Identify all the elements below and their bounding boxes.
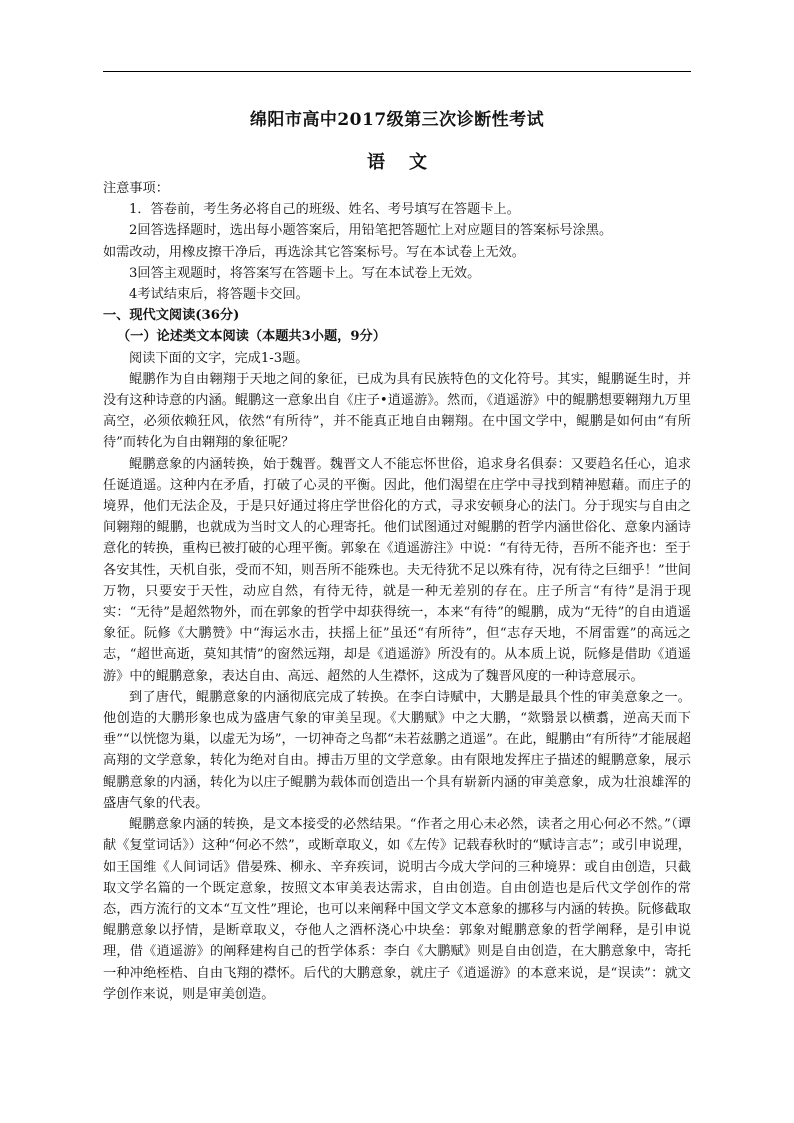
notice-item-2-continued: 如需改动，用橡皮擦干净后，再选涂其它答案标号。写在本试卷上无效。 — [103, 244, 525, 260]
notice-item-4: 4考试结束后，将答题卡交回。 — [129, 287, 309, 303]
passage-paragraph-3: 到了唐代，鲲鹏意象的内涵彻底完成了转换。在李白诗赋中，大鹏是最具个性的审美意象之一。他创造的大鹏形象也成为盛唐气象的审美呈现。《大鹏赋》中之大鹏，“欻翳景以横翥，逆高天而下垂”“以恍惚为巢，以虚无为场”，一切神奇之鸟都“未若兹鹏之逍遥”。在此，鲲鹏由“有所待”才能展超高翔的文学意象，转化为绝对自由。搏击万里的文学意象。由有限地发挥庄子描述的鲲鹏意象，展示鲲鹏意象的内涵，转化为以庄子鲲鹏为载体而创造出一个具有崭新内涵的审美意象，成为壮浪雄浑的盛唐气象的代表。 — [103, 689, 691, 811]
exam-body — [103, 178, 691, 1005]
exam-title: 绵阳市高中2017级第三次诊断性考试 — [249, 110, 545, 130]
passage-paragraph-2: 鲲鹏意象的内涵转换，始于魏晋。魏晋文人不能忘怀世俗，追求身名俱泰：又要趋名任心，追求任诞逍遥。这种内在矛盾，打破了心灵的平衡。因此，他们渴望在庄学中寻找到精神慰藉。而庄子的境界，他们无法企及，于是只好通过将庄学世俗化的方式，寻求安顿身心的法门。分于现实与自由之间翱翔的鲲鹏，也就成为当时文人的心理寄托。他们试图通过对鲲鹏的哲学内涵世俗化、意象内涵诗意化的转换，重构已被打破的心理平衡。郭象在《逍遥游注》中说：“有待无待，吾所不能齐也：至于各安其性，天机自张，受而不知，则吾所不能殊也。夫无待犹不足以殊有待，况有待之巨细乎！”世间万物，只要安于天性，动应自然，有待无待，就是一种无差别的存在。庄子所言“有待”是涓于现实：“无待”是超然物外，而在郭象的哲学中却获得统一，本来“有待”的鲲鹏，成为“无待”的自由逍遥象征。阮修《大鹏赞》中“海运水击，扶摇上征”虽还“有所待”，但“志存天地，不屑雷霆”的高远之志，“超世高逝，莫知其情”的窗然远翔，却是《逍遥游》所没有的。从本质上说，阮修是借助《逍遥游》中的鲲鹏意象，表达自由、高远、超然的人生襟怀，这成为了魏晋风度的一种诗意展示。 — [103, 456, 691, 684]
subject-title — [0, 148, 794, 174]
notice-heading: 注意事项： — [103, 181, 169, 196]
subject-char-1: 语 — [367, 152, 385, 173]
subject-char-2: 文 — [409, 152, 427, 173]
notice-item-2: 2回答选择题时，选出每小题答案后，用铅笔把答题忙上对应题目的答案标号涂黑。 — [129, 223, 613, 239]
header-rule — [103, 71, 691, 72]
section-heading: 一、现代文阅读(36分) — [103, 308, 240, 324]
notice-item-3: 3回答主观题时，将答案写在答题卡上。写在本试卷上无效。 — [129, 265, 481, 281]
passage-paragraph-1: 鲲鹏作为自由翱翔于天地之间的象征，已成为具有民族特色的文化符号。其实，鲲鹏诞生时，并没有这种诗意的内涵。鲲鹏这一意象出自《庄子•逍遥游》。然而，《逍遥游》中的鲲鹏想要翱翔九万里高空，必须依赖狂风，依然“有所待”，并不能真正地自由翱翔。在中国文学中，鲲鹏是如何由“有所待”而转化为自由翱翔的象征呢？ — [103, 371, 692, 451]
passage-paragraph-4: 鲲鹏意象内涵的转换，是文本接受的必然结果。“作者之用心未必然，读者之用心何必不然。”（谭献《复堂词话》）这种“何必不然”，或断章取义，如《左传》记载春秋时的“赋诗言志”；或引申说理，如王国维《人间词话》借晏殊、柳永、辛弃疾词，说明古今成大学问的三种境界：或自由创造，只截取文学名篇的一个既定意象，按照文本审美表达需求，自由创造。自由创造也是后代文学创作的常态，西方流行的文本“互文性”理论，也可以来阐释中国文学文本意象的挪移与内涵的转换。阮修截取鲲鹏意象以抒情，是断章取义，夺他人之酒杯浇心中块垒：郭象对鲲鹏意象的哲学阐释，是引申说理，借《逍遥游》的阐释建构自己的哲学体系：李白《大鹏赋》则是自由创造，在大鹏意象中，寄托一种冲绝桎梏、自由飞翔的襟怀。后代的大鹏意象，就庄子《逍遥游》的本意来说，是“误读”：就文学创作来说，则是审美创造。 — [103, 817, 691, 1002]
notice-item-1: 1．答卷前，考生务必将自己的班级、姓名、考号填写在答题卡上。 — [129, 202, 520, 218]
part-heading: （一）论述类文本阅读（本题共3小题，9分） — [117, 329, 386, 345]
reading-instruction: 阅读下面的文字，完成1-3题。 — [129, 350, 309, 366]
